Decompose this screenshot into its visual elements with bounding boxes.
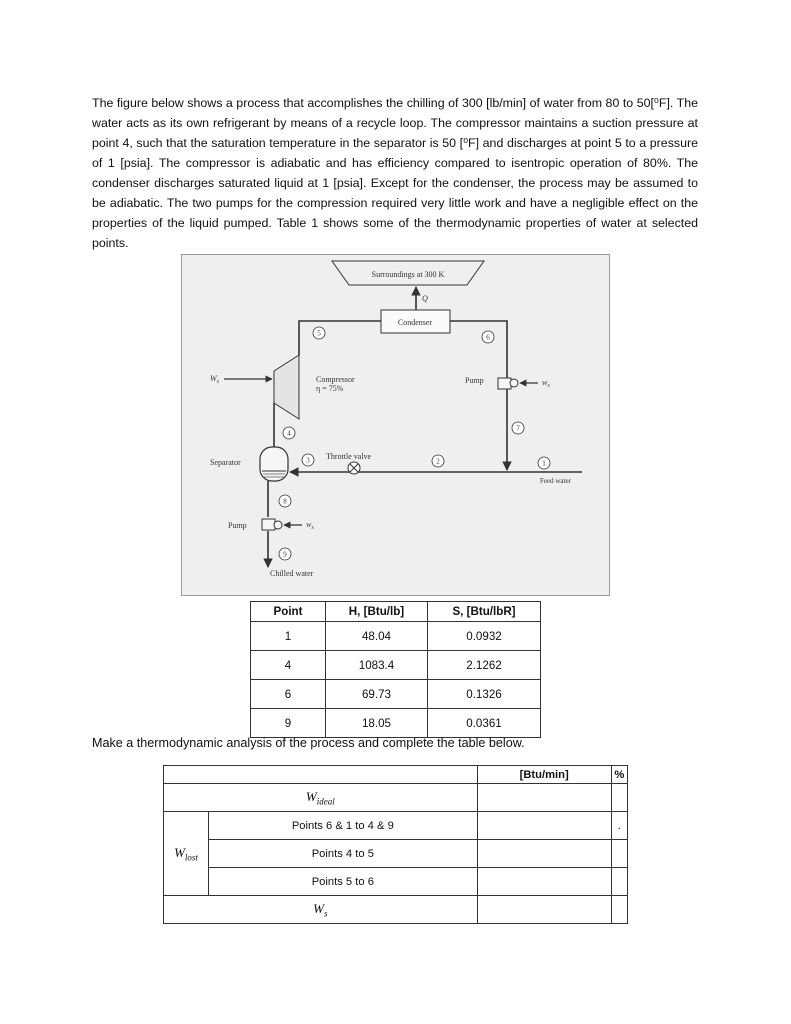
svg-text:5: 5	[317, 329, 321, 338]
diagram-svg	[182, 255, 611, 597]
entropy-cell: 2.1262	[428, 651, 541, 680]
work-label-compressor: $W_s$	[210, 374, 220, 385]
dot-mark: .	[617, 819, 621, 832]
process-flow-diagram	[181, 254, 610, 596]
w-s-row	[164, 896, 628, 924]
table-row	[251, 651, 541, 680]
separator-vessel	[260, 447, 288, 481]
header-enthalpy: H, [Btu/lb]	[326, 602, 428, 622]
svg-text:9: 9	[283, 550, 287, 559]
w-s-percent-cell[interactable]	[611, 896, 627, 924]
separator-label: Separator	[210, 458, 241, 467]
table-row	[251, 622, 541, 651]
point-cell: 9	[251, 709, 326, 738]
header-entropy: S, [Btu/lbR]	[428, 602, 541, 622]
entropy-cell: 0.0361	[428, 709, 541, 738]
w-lost-row	[164, 812, 628, 840]
instruction-text: Make a thermodynamic analysis of the process and complete the table below.	[92, 736, 525, 750]
lost-row-label: Points 5 to 6	[209, 868, 478, 896]
analysis-header-row	[164, 766, 628, 784]
lost-btu-cell[interactable]	[477, 812, 611, 840]
pump-bottom-label: Pump	[228, 521, 247, 530]
heat-label: Q	[422, 294, 428, 303]
enthalpy-cell: 48.04	[326, 622, 428, 651]
pump-top	[498, 378, 511, 389]
w-ideal-percent-cell[interactable]	[611, 784, 627, 812]
point-cell: 1	[251, 622, 326, 651]
w-s-btu-cell[interactable]	[477, 896, 611, 924]
properties-header-row	[251, 602, 541, 622]
lost-percent-cell[interactable]	[611, 840, 627, 868]
lost-row-label: Points 6 & 1 to 4 & 9	[209, 812, 478, 840]
properties-table	[250, 601, 541, 738]
w-lost-row	[164, 840, 628, 868]
lost-row-label: Points 4 to 5	[209, 840, 478, 868]
compressor-label: Compressor	[316, 375, 355, 384]
chilled-label: Chilled water	[270, 569, 314, 578]
w-ideal-btu-cell[interactable]	[477, 784, 611, 812]
w-lost-row	[164, 868, 628, 896]
svg-text:1: 1	[542, 459, 546, 468]
analysis-table	[163, 765, 628, 924]
w-ideal-row	[164, 784, 628, 812]
work-label-pump-bottom: $w_s$	[306, 520, 314, 531]
pipe-5	[299, 321, 381, 355]
entropy-cell: 0.0932	[428, 622, 541, 651]
condenser-label: Condenser	[397, 318, 433, 327]
svg-text:8: 8	[283, 497, 287, 506]
enthalpy-cell: 69.73	[326, 680, 428, 709]
enthalpy-cell: 1083.4	[326, 651, 428, 680]
pump-bottom	[262, 519, 275, 530]
point-cell: 6	[251, 680, 326, 709]
svg-text:7: 7	[516, 424, 520, 433]
pipe-6	[450, 321, 507, 378]
lost-btu-cell[interactable]	[477, 840, 611, 868]
svg-text:2: 2	[436, 457, 440, 466]
w-ideal-label: $W_{ideal}$	[164, 784, 478, 812]
enthalpy-cell: 18.05	[326, 709, 428, 738]
w-lost-label: $W_{lost}$	[164, 812, 209, 896]
lost-percent-cell[interactable]	[611, 812, 627, 840]
svg-text:6: 6	[486, 333, 490, 342]
entropy-cell: 0.1326	[428, 680, 541, 709]
pump-top-label: Pump	[465, 376, 484, 385]
w-s-label: $W_s$	[164, 896, 478, 924]
surroundings-label: Surroundings at 300 K	[371, 270, 445, 279]
throttle-label: Throttle valve	[326, 452, 372, 461]
feed-label: Feed water	[540, 477, 571, 485]
efficiency-label: η = 75%	[316, 384, 344, 393]
compressor-shape	[274, 355, 299, 419]
point-markers	[279, 327, 550, 560]
table-row	[251, 709, 541, 738]
table-row	[251, 680, 541, 709]
svg-text:3: 3	[306, 456, 310, 465]
point-cell: 4	[251, 651, 326, 680]
header-point: Point	[251, 602, 326, 622]
lost-percent-cell[interactable]	[611, 868, 627, 896]
svg-text:4: 4	[287, 429, 291, 438]
header-btu-min: [Btu/min]	[477, 766, 611, 784]
work-label-pump-top: $w_s$	[542, 378, 550, 389]
header-blank	[164, 766, 478, 784]
problem-statement: The figure below shows a process that accomplishes the chilling of 300 [lb/min] of water from 80 to 50[⁰F]. The water acts as its own refrigerant by means of a recycle loop. The compressor maintains a suction pressure at point 4, such that the saturation temperature in the separator is 50 [⁰F] and discharges at point 5 to a pressure of 1 [psia]. The compressor is adiabatic and has efficiency compared to isentropic operation of 80%. The condenser discharges saturated liquid at 1 [psia]. Except for the condenser, the process may be assumed to be adiabatic. The two pumps for the compression required very little work and have a negligible effect on the properties of the liquid pumped. Table 1 shows some of the thermodynamic properties of water at selected points.	[92, 96, 698, 250]
header-percent: %	[611, 766, 627, 784]
lost-btu-cell[interactable]	[477, 868, 611, 896]
